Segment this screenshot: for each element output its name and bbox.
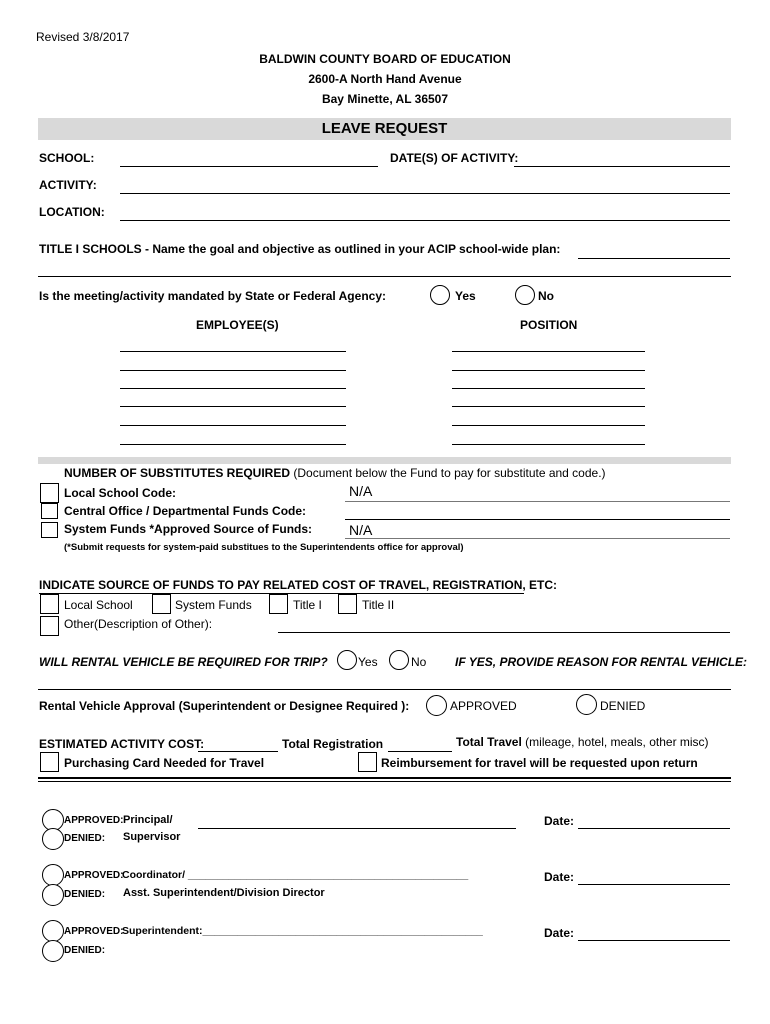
reimbursement-label: Reimbursement for travel will be requested upon return: [381, 756, 698, 770]
position-header: POSITION: [520, 318, 578, 332]
title1-field[interactable]: [578, 258, 730, 259]
substitutes-heading-note: (Document below the Fund to pay for substitute and code.): [293, 466, 606, 480]
position-line[interactable]: [452, 444, 645, 445]
location-field[interactable]: [120, 220, 730, 221]
substitutes-heading-text: NUMBER OF SUBSTITUTES REQUIRED: [64, 466, 291, 480]
local-school-checkbox[interactable]: [40, 483, 59, 503]
estimated-cost-field[interactable]: [198, 751, 278, 752]
rental-yes-radio[interactable]: [337, 650, 357, 670]
superintendent-date-label: Date:: [544, 926, 575, 940]
principal-signature-field[interactable]: [198, 828, 516, 829]
superintendent-denied-radio[interactable]: [42, 940, 64, 962]
employee-line[interactable]: [120, 388, 346, 389]
revised-date: Revised 3/8/2017: [36, 30, 130, 44]
employee-line[interactable]: [120, 370, 346, 371]
estimated-cost-label: ESTIMATED ACTIVITY COST:: [39, 737, 205, 751]
coordinator-approved-label: APPROVED:: [64, 870, 124, 881]
registration-label: Total Registration: [282, 737, 384, 751]
org-city: Bay Minette, AL 36507: [321, 92, 449, 106]
central-office-checkbox[interactable]: [41, 503, 58, 519]
central-office-field[interactable]: [345, 519, 730, 520]
local-school-code-value[interactable]: N/A: [349, 483, 373, 499]
central-office-label: Central Office / Departmental Funds Code:: [64, 504, 307, 518]
org-name: BALDWIN COUNTY BOARD OF EDUCATION: [259, 52, 511, 66]
local-school-code-field[interactable]: [345, 501, 730, 502]
funds-title2-label: Title II: [362, 598, 395, 612]
coordinator-date-label: Date:: [544, 870, 575, 884]
rental-no-label: No: [411, 655, 427, 669]
travel-heading: [456, 735, 709, 749]
funds-system-label: System Funds: [175, 598, 252, 612]
principal-denied-label: DENIED:: [64, 833, 106, 844]
travel-note: (mileage, hotel, meals, other misc): [525, 735, 709, 749]
substitutes-note: (*Submit requests for system-paid substitues to the Superintendents office for approval): [64, 542, 464, 553]
coordinator-denied-label: DENIED:: [64, 889, 106, 900]
employee-line[interactable]: [120, 351, 346, 352]
principal-denied-radio[interactable]: [42, 828, 64, 850]
local-school-code-label: Local School Code:: [64, 486, 177, 500]
coordinator-approved-radio[interactable]: [42, 864, 64, 886]
travel-label: Total Travel: [456, 735, 522, 749]
funds-local-label: Local School: [64, 598, 133, 612]
title1-label: TITLE I SCHOOLS - Name the goal and objective as outlined in your ACIP school-wide plan:: [39, 242, 561, 256]
supervisor-label: Supervisor: [123, 831, 181, 843]
principal-approved-label: APPROVED:: [64, 815, 124, 826]
divider: [38, 777, 731, 779]
superintendent-denied-label: DENIED:: [64, 945, 106, 956]
substitutes-heading: [64, 466, 606, 480]
coordinator-date-field[interactable]: [578, 884, 730, 885]
principal-date-label: Date:: [544, 814, 575, 828]
rental-denied-radio[interactable]: [576, 694, 597, 715]
rental-reason-label: IF YES, PROVIDE REASON FOR RENTAL VEHICLE:: [455, 655, 748, 669]
section-band: [38, 457, 731, 464]
asst-superintendent-label: Asst. Superintendent/Division Director: [123, 887, 325, 899]
rental-approved-label: APPROVED: [450, 699, 517, 713]
mandated-yes-radio[interactable]: [430, 285, 450, 305]
position-line[interactable]: [452, 370, 645, 371]
employee-line[interactable]: [120, 444, 346, 445]
purchasing-card-checkbox[interactable]: [40, 752, 59, 772]
rental-approval-label: Rental Vehicle Approval (Superintendent or Designee Required ):: [39, 699, 410, 713]
dates-field[interactable]: [514, 166, 730, 167]
position-line[interactable]: [452, 406, 645, 407]
mandated-question: Is the meeting/activity mandated by State or Federal Agency:: [39, 289, 386, 303]
system-funds-field[interactable]: [345, 538, 730, 539]
registration-field[interactable]: [388, 751, 452, 752]
rental-approved-radio[interactable]: [426, 695, 447, 716]
coordinator-denied-radio[interactable]: [42, 884, 64, 906]
position-line[interactable]: [452, 425, 645, 426]
funds-system-checkbox[interactable]: [152, 594, 171, 614]
funds-other-checkbox[interactable]: [40, 616, 59, 636]
coordinator-label[interactable]: Coordinator/ ________________________________________________: [122, 869, 469, 881]
mandated-no-radio[interactable]: [515, 285, 535, 305]
principal-date-field[interactable]: [578, 828, 730, 829]
funds-title2-checkbox[interactable]: [338, 594, 357, 614]
principal-label: Principal/: [123, 814, 173, 826]
school-field[interactable]: [120, 166, 378, 167]
superintendent-date-field[interactable]: [578, 940, 730, 941]
employee-line[interactable]: [120, 406, 346, 407]
divider: [38, 276, 731, 277]
superintendent-approved-label: APPROVED:: [64, 926, 124, 937]
rental-question: WILL RENTAL VEHICLE BE REQUIRED FOR TRIP?: [39, 655, 328, 669]
org-address: 2600-A North Hand Avenue: [308, 72, 462, 86]
reimbursement-checkbox[interactable]: [358, 752, 377, 772]
system-funds-value[interactable]: N/A: [349, 522, 373, 538]
position-line[interactable]: [452, 388, 645, 389]
position-line[interactable]: [452, 351, 645, 352]
divider: [38, 781, 731, 782]
funds-title1-label: Title I: [293, 598, 322, 612]
superintendent-approved-radio[interactable]: [42, 920, 64, 942]
rental-denied-label: DENIED: [600, 699, 646, 713]
rental-reason-field[interactable]: [38, 689, 731, 690]
system-funds-label: System Funds *Approved Source of Funds:: [64, 522, 313, 536]
rental-no-radio[interactable]: [389, 650, 409, 670]
employee-line[interactable]: [120, 425, 346, 426]
funds-title1-checkbox[interactable]: [269, 594, 288, 614]
rental-yes-label: Yes: [358, 655, 378, 669]
superintendent-label[interactable]: Superintendent:________________________________________________: [122, 925, 483, 937]
mandated-no-label: No: [538, 289, 554, 303]
purchasing-card-label: Purchasing Card Needed for Travel: [64, 756, 265, 770]
funds-other-field[interactable]: [278, 632, 730, 633]
activity-field[interactable]: [120, 193, 730, 194]
funds-other-label: Other(Description of Other):: [64, 617, 213, 631]
system-funds-checkbox[interactable]: [41, 522, 58, 538]
school-label: SCHOOL:: [39, 151, 95, 165]
funds-local-checkbox[interactable]: [40, 594, 59, 614]
funds-heading: INDICATE SOURCE OF FUNDS TO PAY RELATED COST OF TRAVEL, REGISTRATION, ETC:: [39, 578, 558, 592]
dates-label: DATE(S) OF ACTIVITY:: [390, 151, 519, 165]
employee-header: EMPLOYEE(S): [196, 318, 279, 332]
activity-label: ACTIVITY:: [39, 178, 97, 192]
page-title: LEAVE REQUEST: [321, 120, 448, 137]
mandated-yes-label: Yes: [455, 289, 476, 303]
location-label: LOCATION:: [39, 205, 105, 219]
